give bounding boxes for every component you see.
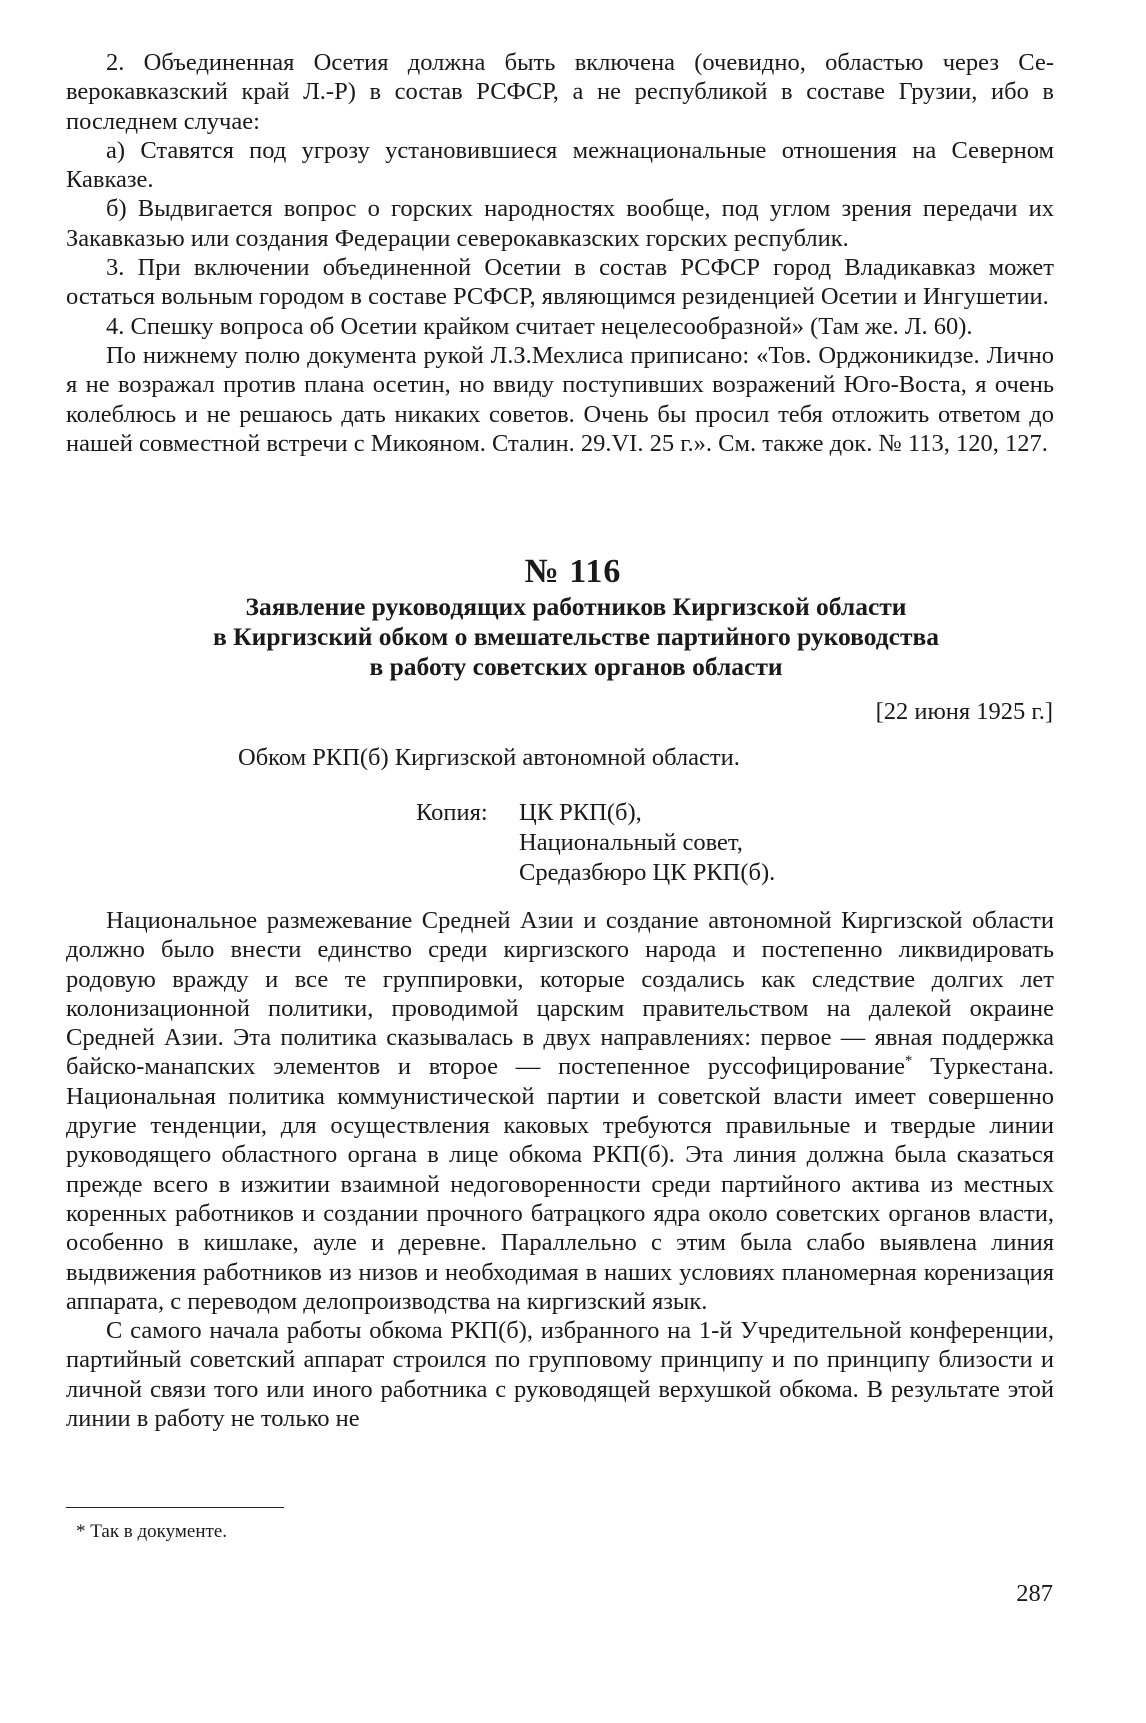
previous-document-notes xyxy=(66,48,1054,458)
body-paragraph-1 xyxy=(66,906,1054,1316)
copy-recipient: Национальный совет, xyxy=(519,829,743,856)
copies-label: Копия: xyxy=(416,799,488,826)
document-body xyxy=(66,906,1054,1433)
body-paragraph-1-part-a: Национальное размежевание Средней Азии и создание автономной Киргизской области должно было внести единство среди киргизского народа и постепенно ликвидировать родовую вражду и все те группировки, которые создались как следствие долгих лет колонизационной политики, проводимой царским правительством на далекой окраине Средней Азии. Эта политика сказывалась в двух направлениях: первое — явная поддержка байско-манапских элементов и второе — постепенное руссофицирование xyxy=(66,907,1054,1081)
page-number: 287 xyxy=(1016,1580,1053,1607)
note-paragraph-4: 4. Спешку вопроса об Осетии крайком считает нецелесообразной» (Там же. Л. 60). xyxy=(106,312,973,340)
note-paragraph-2: 2. Объединенная Осетия должна быть включена (очевидно, областью через Северокавказский край Л.-Р) в состав РСФСР, а не республикой в составе Грузии, ибо в последнем случае: xyxy=(66,49,1054,135)
copy-recipient: ЦК РКП(б), xyxy=(519,799,642,826)
document-title-line: в Киргизский обком о вмешательстве партийного руководства xyxy=(212,622,940,651)
footnote-divider xyxy=(66,1507,284,1508)
document-title-line: Заявление руководящих работников Киргизской области xyxy=(245,592,907,621)
footnote-text: * Так в документе. xyxy=(76,1521,228,1542)
footnote-marker: * xyxy=(905,1053,913,1070)
document-recipient: Обком РКП(б) Киргизской автономной области. xyxy=(238,744,740,771)
document-number: № 116 xyxy=(524,553,622,590)
body-paragraph-1-part-b: Туркестана. Национальная политика коммунистической партии и советской власти имеет совершенно другие тенденции, для осуществления каковых требуются правильные и твердые линии руководящего областного органа в лице обкома РКП(б). Эта линия должна была сказаться прежде всего в изжитии взаимной недоговоренности среди партийного актива из местных коренных работников и создании прочного батрацкого ядра около советских органов власти, особенно в кишлаке, ауле и деревне. Параллельно с этим была слабо выявлена линия выдвижения работников из низов и необходимая в наших условиях планомерная коренизация аппарата, с переводом делопроизводства на киргизский язык. xyxy=(66,1053,1054,1315)
note-paragraph-2b: б) Выдвигается вопрос о горских народностях вообще, под углом зрения передачи их Закавказью или создания Федерации северокавказских горских республик. xyxy=(66,195,1054,252)
copies-list xyxy=(416,798,775,888)
document-title-line: в работу советских органов области xyxy=(369,652,783,681)
marginal-note-paragraph: По нижнему полю документа рукой Л.З.Мехлиса приписано: «Тов. Орджоникидзе. Лично я не возражал против плана осетин, но ввиду поступивших возражений Юго-Воста, я очень колеблюсь и не решаюсь дать никаких советов. Очень бы просил тебя отложить ответом до нашей совместной встречи с Микояном. Сталин. 29.VI. 25 г.». См. также док. № 113, 120, 127. xyxy=(66,341,1054,457)
copy-recipient: Средазбюро ЦК РКП(б). xyxy=(519,859,776,886)
body-paragraph-2: С самого начала работы обкома РКП(б), избранного на 1-й Учредительной конференции, партийный советский аппарат строился по групповому принципу и по принципу близости и личной связи того или иного работника с руководящей верхушкой обкома. В результате этой линии в работу не только не xyxy=(66,1317,1054,1433)
document-title xyxy=(96,592,1056,682)
document-date: [22 июня 1925 г.] xyxy=(875,698,1053,725)
note-paragraph-2a: а) Ставятся под угрозу установившиеся межнациональные отношения на Северном Кавказе. xyxy=(66,136,1054,194)
note-paragraph-3: 3. При включении объединенной Осетии в состав РСФСР город Владикавказ может остаться вольным городом в составе РСФСР, являющимся резиденцией Осетии и Ингушетии. xyxy=(66,254,1054,311)
